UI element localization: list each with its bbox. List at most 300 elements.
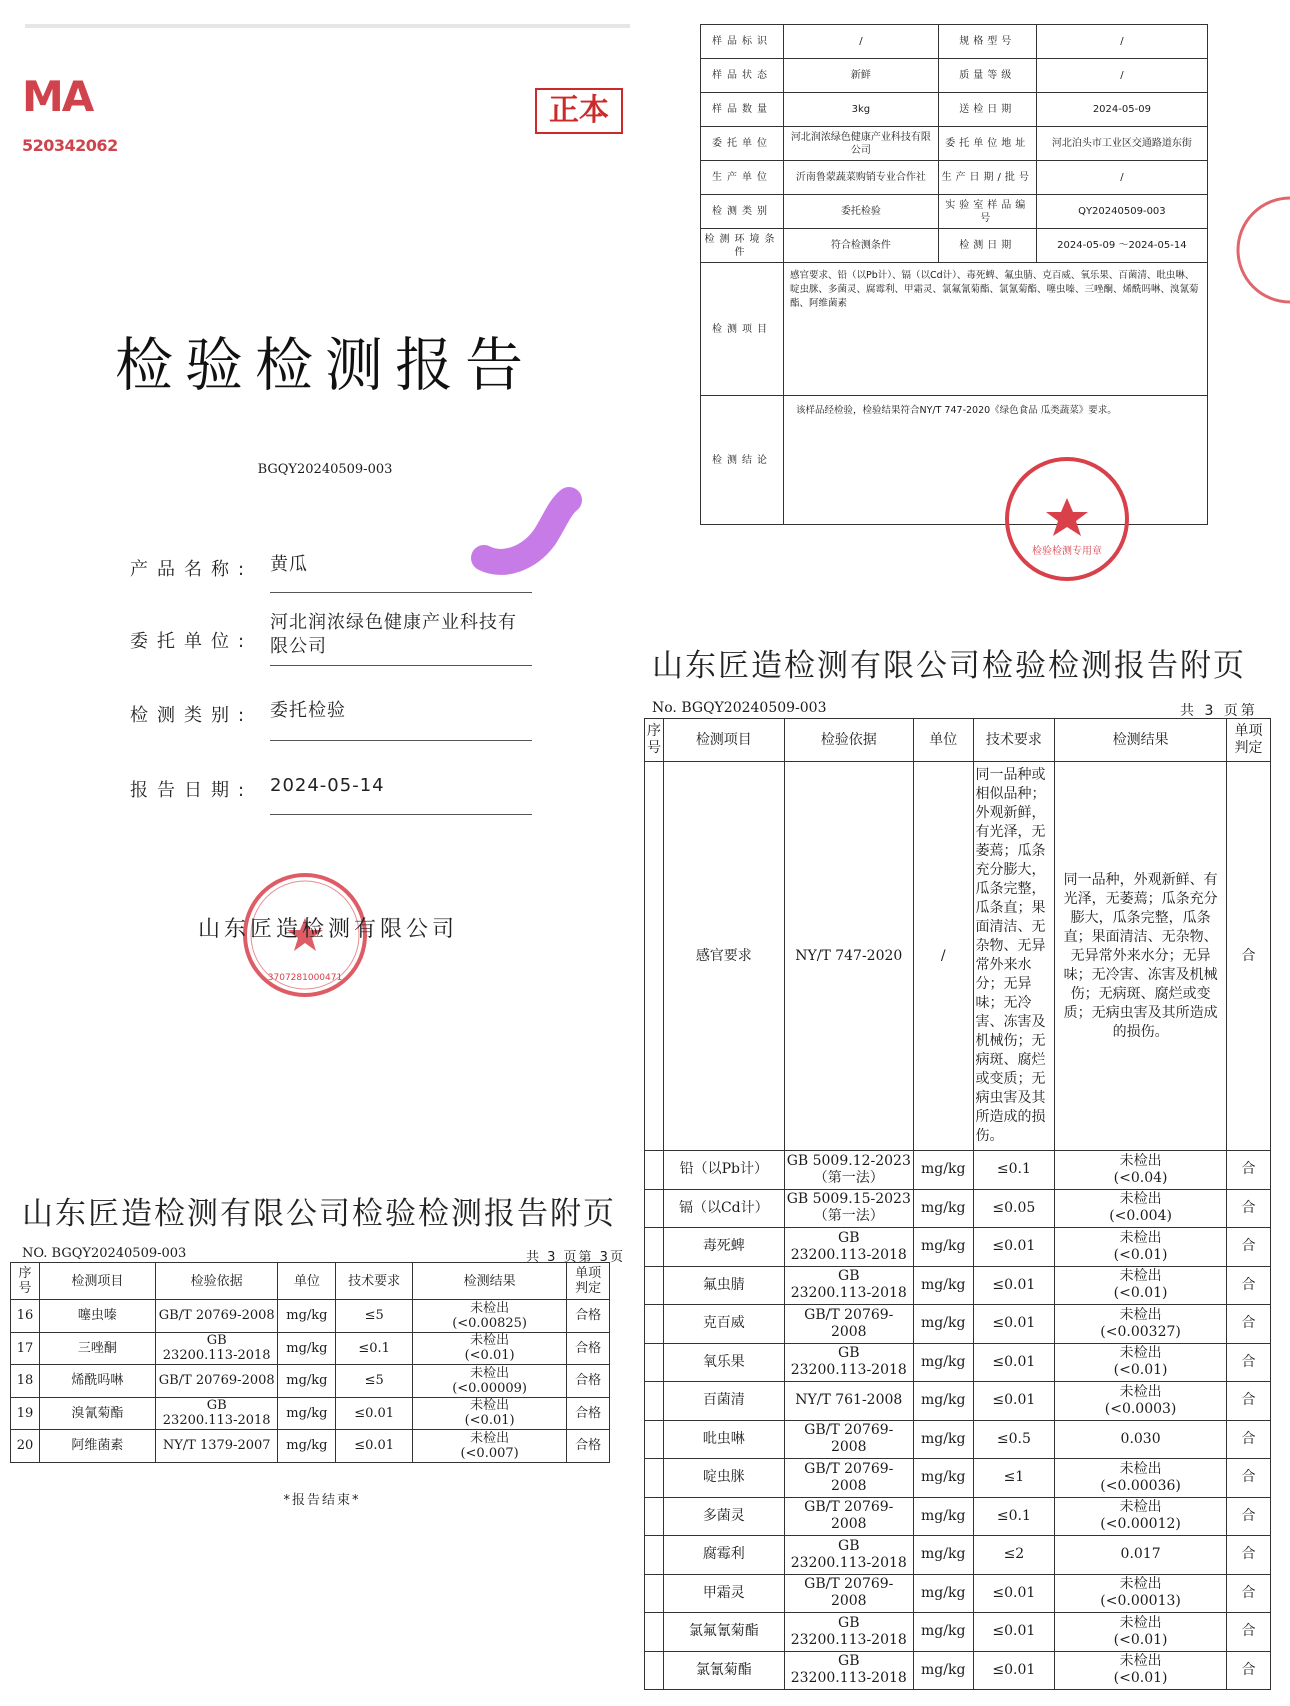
unit: mg/kg [921, 1546, 966, 1563]
cell-basis [784, 1382, 913, 1421]
result-line: (<0.00036) [1100, 1477, 1181, 1494]
cell-no [645, 1613, 664, 1652]
cell-judge [1226, 1613, 1270, 1652]
cell-basis [784, 1420, 913, 1459]
item-name: 氟虫腈 [702, 1276, 745, 1293]
judgement: 合 [1241, 1469, 1256, 1486]
unit: mg/kg [921, 1161, 966, 1178]
basis-line: GB 5009.12-2023 [786, 1152, 911, 1169]
cell-basis [784, 1459, 913, 1498]
result-line: 未检出 [1119, 1229, 1162, 1246]
cell-requirement [973, 1305, 1055, 1344]
cell-basis [155, 1332, 278, 1365]
table-row [11, 1300, 610, 1333]
table-row [701, 25, 1208, 59]
cell-unit: / [913, 762, 973, 1151]
result-line: (<0.01) [1113, 1246, 1168, 1263]
cell-result [412, 1365, 566, 1398]
cell-requirement [973, 1574, 1055, 1613]
judgement: 合 [1241, 1661, 1256, 1678]
col-header-no: 序号 [11, 1263, 40, 1300]
judgement: 合 [1241, 1238, 1256, 1255]
table-row [645, 1613, 1271, 1652]
cell-result [1055, 1266, 1227, 1305]
result-line: (<0.01) [1113, 1631, 1168, 1648]
cell-no [645, 1343, 664, 1382]
cell-judge [567, 1397, 610, 1430]
table-row [701, 161, 1208, 195]
cell-no [645, 1497, 664, 1536]
cover-top-line [25, 24, 630, 28]
partial-seal-icon [1230, 190, 1290, 310]
basis-line: NY/T 1379-2007 [162, 1438, 271, 1454]
cell-item [39, 1300, 155, 1333]
cell-no [11, 1397, 40, 1430]
cell-unit [278, 1365, 336, 1398]
cell-unit [913, 1266, 973, 1305]
cell-basis [155, 1300, 278, 1333]
cell-judge [1226, 1189, 1270, 1228]
result-line: 未检出 [1119, 1499, 1162, 1516]
table-row [11, 1332, 610, 1365]
item-name: 噻虫嗪 [77, 1308, 117, 1324]
cell-judge [1226, 1651, 1270, 1690]
result-line: (<0.00013) [1100, 1593, 1181, 1610]
basis-line: GB/T 20769-2008 [804, 1499, 894, 1533]
cell-item [664, 1651, 785, 1690]
judgement: 合 [1241, 1315, 1256, 1332]
cell-result [1055, 1536, 1227, 1575]
result-line: 未检出 [470, 1365, 510, 1381]
basis-line: GB [838, 1268, 860, 1285]
item-name: 溴氰菊酯 [71, 1405, 124, 1421]
basis-line: GB [838, 1345, 860, 1362]
cell-basis [155, 1365, 278, 1398]
cell-label: 送检日期 [938, 93, 1036, 127]
field-label-product: 产品名称: [130, 559, 254, 580]
item-name: 烯酰吗啉 [71, 1373, 124, 1389]
basis-line: GB [838, 1653, 860, 1670]
cell-requirement [973, 1343, 1055, 1382]
cell-label: 质量等级 [938, 59, 1036, 93]
cell-label: 委托单位 [701, 127, 784, 161]
result-line: 0.030 [1120, 1430, 1161, 1447]
cell-value: 河北润浓绿色健康产业科技有限公司 [784, 127, 939, 161]
cell-unit [913, 1382, 973, 1421]
cell-label: 样品标识 [701, 25, 784, 59]
field-label-date: 报告日期: [130, 780, 254, 801]
table-row [645, 1420, 1271, 1459]
highlight-scribble [474, 488, 584, 578]
cell-unit [913, 1189, 973, 1228]
judgement: 合格 [575, 1373, 602, 1389]
unit: mg/kg [921, 1392, 966, 1409]
result-line: (<0.01) [464, 1348, 515, 1364]
table-row [701, 263, 1208, 396]
table-row [645, 1497, 1271, 1536]
cell-result [1055, 1497, 1227, 1536]
col-header-unit: 单位 [913, 719, 973, 762]
col-header-judge: 单项判定 [567, 1263, 610, 1300]
cell-value: 3kg [784, 93, 939, 127]
cell-result [1055, 1651, 1227, 1690]
result-line: 0.017 [1120, 1546, 1161, 1563]
requirement: ≤0.01 [354, 1438, 395, 1454]
cell-no [645, 1459, 664, 1498]
cell-requirement [973, 1420, 1055, 1459]
basis-line: GB [838, 1537, 860, 1554]
seal-sub: 检验检测专用章 [1032, 546, 1102, 557]
result-line: 未检出 [1119, 1383, 1162, 1400]
unit: mg/kg [286, 1308, 328, 1324]
cell-item: 感官要求 [664, 762, 785, 1151]
basis-line: 23200.113-2018 [162, 1413, 271, 1429]
table-row [645, 1382, 1271, 1421]
issuer-company: 山东匠造检测有限公司 [198, 917, 459, 942]
result-line: 未检出 [1119, 1345, 1162, 1362]
table-row [701, 59, 1208, 93]
cell-judge [1226, 1497, 1270, 1536]
cell-unit [913, 1305, 973, 1344]
cma-logo: MA [22, 72, 93, 121]
table-row [701, 93, 1208, 127]
cell-value: 河北泊头市工业区交通路道东街 [1036, 127, 1207, 161]
cell-label: 检测项目 [701, 263, 784, 396]
cell-item [664, 1420, 785, 1459]
field-value-product: 黄瓜 [270, 554, 308, 575]
result-line: (<0.00012) [1100, 1516, 1181, 1533]
judgement: 合 [1241, 1507, 1256, 1524]
basis-line: 23200.113-2018 [790, 1554, 907, 1571]
item-name: 克百威 [702, 1315, 745, 1332]
cell-no [645, 1382, 664, 1421]
col-header-no: 序号 [645, 719, 664, 762]
judgement: 合 [1241, 1623, 1256, 1640]
cell-requirement: 同一品种或相似品种；外观新鲜，有光泽，无萎蔫；瓜条充分膨大，瓜条完整，瓜条直；果面清洁、无杂物、无异常外来水分；无异味；无冷害、冻害及机械伤；无病斑、腐烂或变质；无病虫害及其所造成的损伤。 [973, 762, 1055, 1151]
requirement: ≤0.01 [992, 1315, 1036, 1332]
unit: mg/kg [921, 1661, 966, 1678]
requirement: ≤0.01 [992, 1623, 1036, 1640]
cell-no [645, 1189, 664, 1228]
result-line: 未检出 [1119, 1460, 1162, 1477]
cell-value: 符合检测条件 [784, 229, 939, 263]
cell-requirement [336, 1300, 413, 1333]
cell-requirement [336, 1332, 413, 1365]
judgement: 合 [1241, 1584, 1256, 1601]
cell-unit [913, 1574, 973, 1613]
cell-label: 生产单位 [701, 161, 784, 195]
report-number: BGQY20240509-003 [257, 462, 393, 477]
cell-requirement [973, 1459, 1055, 1498]
cell-value: 新鲜 [784, 59, 939, 93]
requirement: ≤0.1 [996, 1161, 1031, 1178]
cell-requirement [336, 1397, 413, 1430]
cell-unit [913, 1420, 973, 1459]
basis-line: GB [838, 1229, 860, 1246]
judgement: 合 [1241, 1353, 1256, 1370]
cell-basis [155, 1430, 278, 1463]
appendix-title: 山东匠造检测有限公司检验检测报告附页 [652, 648, 1246, 684]
cell-judge [1226, 1228, 1270, 1267]
requirement: ≤0.01 [992, 1353, 1036, 1370]
cell-judge [1226, 1343, 1270, 1382]
result-line: 未检出 [1119, 1306, 1162, 1323]
cell-basis [784, 1574, 913, 1613]
table-row [701, 229, 1208, 263]
result-line: (<0.00009) [452, 1380, 527, 1396]
result-line: 未检出 [1119, 1191, 1162, 1208]
col-header-result: 检测结果 [1055, 719, 1227, 762]
cell-value: 2024-05-09 [1036, 93, 1207, 127]
result-line: (<0.00327) [1100, 1323, 1181, 1340]
cell-judge [567, 1430, 610, 1463]
unit: mg/kg [286, 1373, 328, 1389]
col-header-unit: 单位 [278, 1263, 336, 1300]
cell-result [1055, 1420, 1227, 1459]
appendix-page-indicator: 共 3 页第 3页 [526, 1250, 625, 1265]
judgement: 合 [1241, 1430, 1256, 1447]
cell-item [664, 1343, 785, 1382]
cell-requirement [973, 1151, 1055, 1190]
result-line: (<0.007) [460, 1445, 519, 1461]
cell-value: 委托检验 [784, 195, 939, 229]
field-underline [270, 592, 532, 593]
table-row [645, 1574, 1271, 1613]
judgement: 合 [1241, 1546, 1256, 1563]
item-name: 甲霜灵 [702, 1584, 745, 1601]
unit: mg/kg [921, 1430, 966, 1447]
field-value-type: 委托检验 [270, 700, 346, 721]
col-header-item: 检测项目 [39, 1263, 155, 1300]
basis-line: 23200.113-2018 [162, 1348, 271, 1364]
cell-no [645, 1151, 664, 1190]
cell-label: 检测环境条件 [701, 229, 784, 263]
sample-info-table [700, 24, 1208, 525]
cell-no [11, 1365, 40, 1398]
requirement: ≤1 [1003, 1469, 1025, 1486]
appendix-report-number: No. BGQY20240509-003 [652, 700, 827, 716]
table-row [645, 1305, 1271, 1344]
cell-requirement [973, 1651, 1055, 1690]
basis-line: GB [838, 1614, 860, 1631]
basis-line: （第一法） [813, 1169, 884, 1186]
unit: mg/kg [921, 1507, 966, 1524]
col-header-basis: 检验依据 [155, 1263, 278, 1300]
field-label-type: 检测类别: [130, 705, 254, 726]
cell-result [1055, 1613, 1227, 1652]
unit: mg/kg [921, 1353, 966, 1370]
cell-judge [1226, 1305, 1270, 1344]
result-line: (<0.01) [1113, 1670, 1168, 1687]
requirement: ≤0.05 [992, 1199, 1036, 1216]
basis-line: GB/T 20769-2008 [804, 1422, 894, 1456]
cell-basis [784, 1343, 913, 1382]
cell-item [664, 1574, 785, 1613]
requirement: ≤0.01 [354, 1405, 395, 1421]
table-row [645, 1266, 1271, 1305]
item-name: 腐霉利 [702, 1546, 745, 1563]
cell-requirement [973, 1382, 1055, 1421]
cell-requirement [973, 1613, 1055, 1652]
unit: mg/kg [921, 1584, 966, 1601]
cell-basis [784, 1536, 913, 1575]
judgement: 合格 [575, 1405, 602, 1421]
report-summary-page [700, 24, 1208, 557]
cell-judge [1226, 1574, 1270, 1613]
judgement: 合格 [575, 1340, 602, 1356]
unit: mg/kg [921, 1623, 966, 1640]
basis-line: GB/T 20769-2008 [804, 1306, 894, 1340]
cell-label: 样品数量 [701, 93, 784, 127]
cma-number: 520342062 [22, 136, 118, 155]
cell-basis [784, 1651, 913, 1690]
result-line: 未检出 [470, 1430, 510, 1446]
cell-no [645, 1305, 664, 1344]
requirement: ≤5 [364, 1373, 384, 1389]
cell-result [1055, 1574, 1227, 1613]
cell-item [39, 1430, 155, 1463]
unit: mg/kg [286, 1340, 328, 1356]
cell-item [664, 1228, 785, 1267]
cell-value: / [1036, 161, 1207, 195]
item-name: 镉（以Cd计） [678, 1199, 769, 1216]
basis-line: GB/T 20769-2008 [158, 1373, 275, 1389]
unit: mg/kg [286, 1405, 328, 1421]
item-name: 氧乐果 [702, 1353, 745, 1370]
cell-requirement [336, 1430, 413, 1463]
cell-basis [784, 1151, 913, 1190]
cell-value: / [1036, 25, 1207, 59]
cell-label: 规格型号 [938, 25, 1036, 59]
item-name: 三唑酮 [77, 1340, 117, 1356]
result-line: 未检出 [1119, 1653, 1162, 1670]
cell-result [1055, 1151, 1227, 1190]
item-name: 毒死蜱 [702, 1238, 745, 1255]
col-header-result: 检测结果 [412, 1263, 566, 1300]
cell-no [11, 1430, 40, 1463]
appendix-table-frame [16, 1262, 622, 1482]
cell-result [412, 1300, 566, 1333]
cell-result: 同一品种，外观新鲜、有光泽，无萎蔫；瓜条充分膨大，瓜条完整，瓜条直；果面清洁、无杂物、无异常外来水分；无异味；无冷害、冻害及机械伤；无病斑、腐烂或变质；无病虫害及其所造成的损伤。 [1055, 762, 1227, 1151]
cell-result [1055, 1382, 1227, 1421]
field-label-client: 委托单位: [130, 631, 254, 652]
col-header-basis: 检验依据 [784, 719, 913, 762]
table-row [701, 195, 1208, 229]
cell-unit [913, 1343, 973, 1382]
col-header-requirement: 技术要求 [336, 1263, 413, 1300]
appendix-table-frame [647, 718, 1279, 1706]
cell-result [412, 1332, 566, 1365]
cell-result [412, 1397, 566, 1430]
judgement: 合格 [575, 1438, 602, 1454]
cell-item [39, 1365, 155, 1398]
item-name: 铅（以Pb计） [679, 1161, 768, 1178]
original-copy-stamp: 正本 [535, 88, 623, 134]
basis-line: 23200.113-2018 [790, 1670, 907, 1687]
result-line: (<0.04) [1113, 1169, 1168, 1186]
basis-line: GB/T 20769-2008 [158, 1308, 275, 1324]
item-name: 百菌清 [702, 1392, 745, 1409]
cell-label: 检测日期 [938, 229, 1036, 263]
cell-item [664, 1189, 785, 1228]
cell-conclusion: 该样品经检验，检验结果符合NY/T 747-2020《绿色食品 瓜类蔬菜》要求。 [784, 396, 1208, 525]
test-results-table [10, 1262, 610, 1463]
table-row [701, 127, 1208, 161]
cell-unit [913, 1228, 973, 1267]
cell-value: / [1036, 59, 1207, 93]
cell-unit [913, 1536, 973, 1575]
cell-no [645, 1420, 664, 1459]
table-row [645, 1651, 1271, 1690]
cell-label: 实验室样品编号 [938, 195, 1036, 229]
result-line: 未检出 [1119, 1152, 1162, 1169]
cell-no [645, 1266, 664, 1305]
cell-item [39, 1397, 155, 1430]
cell-result [1055, 1228, 1227, 1267]
cell-requirement [973, 1189, 1055, 1228]
unit: mg/kg [921, 1238, 966, 1255]
field-value-client: 河北润浓绿色健康产业科技有限公司 [270, 612, 517, 657]
basis-line: GB 5009.15-2023 [786, 1191, 911, 1208]
field-underline [270, 665, 532, 666]
unit: mg/kg [921, 1276, 966, 1293]
cell-unit [913, 1459, 973, 1498]
cell-item [664, 1613, 785, 1652]
cell-no [11, 1300, 40, 1333]
unit: mg/kg [921, 1199, 966, 1216]
seal-number: 3707281000471 [267, 973, 343, 983]
cell-result [412, 1430, 566, 1463]
cell-basis [784, 1266, 913, 1305]
requirement: ≤0.01 [992, 1584, 1036, 1601]
cell-label: 委托单位地址 [938, 127, 1036, 161]
requirement: ≤0.1 [358, 1340, 390, 1356]
basis-line: GB [206, 1398, 227, 1414]
judgement: 合 [1241, 1161, 1256, 1178]
appendix-report-number: NO. BGQY20240509-003 [22, 1246, 187, 1261]
cell-requirement [973, 1266, 1055, 1305]
cell-requirement [973, 1536, 1055, 1575]
cell-basis [784, 1228, 913, 1267]
requirement: ≤0.01 [992, 1392, 1036, 1409]
table-row [11, 1430, 610, 1463]
cell-test-items: 感官要求、铅（以Pb计）、镉（以Cd计）、毒死蜱、氟虫腈、克百威、氧乐果、百菌清、吡虫啉、啶虫脒、多菌灵、腐霉利、甲霜灵、氯氟氰菊酯、氯氰菊酯、噻虫嗪、三唑酮、烯酰吗啉、溴氰菊酯、阿维菌素 [784, 263, 1208, 396]
appendix-page-indicator: 共 3 页第 [1180, 703, 1258, 719]
cell-basis: NY/T 747-2020 [784, 762, 913, 1151]
cell-unit [278, 1300, 336, 1333]
result-line: 未检出 [470, 1398, 510, 1414]
cell-result [1055, 1189, 1227, 1228]
field-underline [270, 740, 532, 741]
table-row [11, 1365, 610, 1398]
cell-unit [278, 1397, 336, 1430]
cell-result [1055, 1459, 1227, 1498]
cell-unit [913, 1497, 973, 1536]
cell-judge [1226, 1151, 1270, 1190]
cell-item [664, 1151, 785, 1190]
basis-line: NY/T 761-2008 [795, 1392, 903, 1409]
requirement: ≤0.5 [996, 1430, 1031, 1447]
unit: mg/kg [921, 1315, 966, 1332]
table-row [645, 1343, 1271, 1382]
cell-value: / [784, 25, 939, 59]
result-line: (<0.01) [464, 1413, 515, 1429]
table-row [645, 1228, 1271, 1267]
cell-unit [913, 1613, 973, 1652]
cell-basis [784, 1189, 913, 1228]
test-results-table [644, 718, 1271, 1690]
cell-judge [1226, 1382, 1270, 1421]
